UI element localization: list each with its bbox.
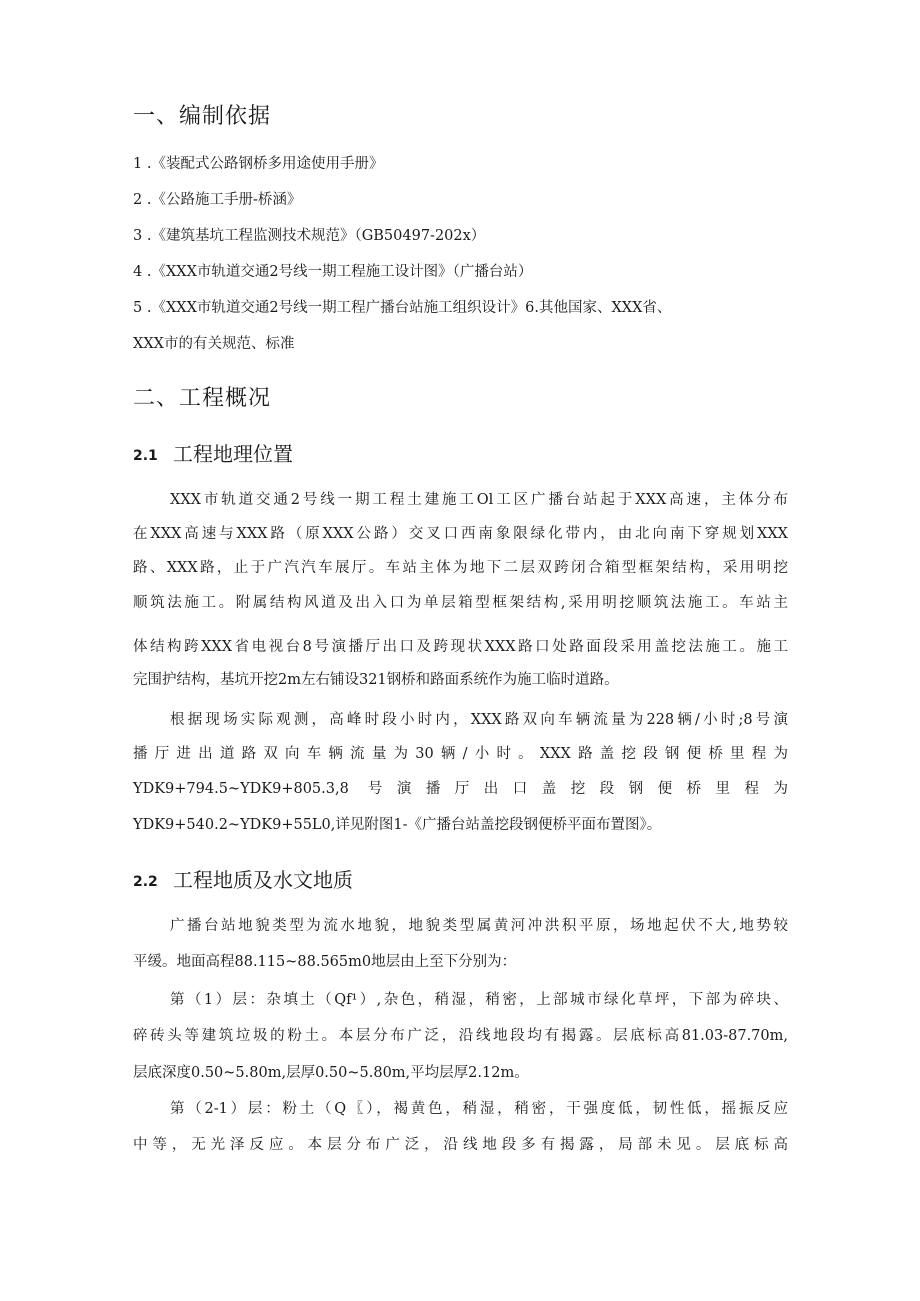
location-p1-line: XXX市轨道交通2号线一期工程土建施工Ol工区广播台站起于XXX高速，主体分布 xyxy=(170,492,788,508)
basis-item-1: 1 .《装配式公路钢桥多用途使用手册》 xyxy=(133,156,384,172)
location-p1-line: 路、XXX路，止于广汽汽车展厅。车站主体为地下二层双跨闭合箱型框架结构，采用明挖 xyxy=(133,560,788,576)
location-p2-line: YDK9+540.2~YDK9+55L0,详见附图1-《广播台站盖挖段钢便桥平面布置图》。 xyxy=(133,817,662,833)
location-p1-line: 顺筑法施工。附属结构风道及出入口为单层箱型框架结构,采用明挖顺筑法施工。车站主 xyxy=(133,595,788,611)
basis-item-5: 5 .《XXX市轨道交通2号线一期工程广播台站施工组织设计》6.其他国家、XXX省、 xyxy=(133,300,672,316)
geology-p3-line: 第（2-1）层：粉土（Q〖），褐黄色，稍湿，稍密，干强度低，韧性低，摇振反应 xyxy=(170,1101,788,1117)
geology-p1-line: 平缓。地面高程88.115~88.565m0地层由上至下分别为： xyxy=(133,954,517,970)
subsection-number: 2.1 xyxy=(133,448,158,464)
subsection-title: 工程地质及水文地质 xyxy=(173,868,353,892)
basis-item-5-cont: XXX市的有关规范、标准 xyxy=(133,336,295,352)
subsection-heading-location xyxy=(133,440,293,470)
location-p1-line: 体结构跨XXX省电视台8号演播厅出口及跨现状XXX路口处路面段采用盖挖法施工。施工 xyxy=(133,639,788,655)
location-p1-line: 完围护结构，基坑开挖2m左右铺设321钢桥和路面系统作为施工临时道路。 xyxy=(133,672,619,688)
geology-p2-line: 碎砖头等建筑垃圾的粉土。本层分布广泛，沿线地段均有揭露。层底标高81.03-87.70m, xyxy=(133,1028,788,1044)
basis-item-4: 4 .《XXX市轨道交通2号线一期工程施工设计图》（广播台站） xyxy=(133,264,533,280)
subsection-number: 2.2 xyxy=(133,874,158,890)
location-p2-line: 根据现场实际观测，高峰时段小时内，XXX路双向车辆流量为228辆/小时;8号演 xyxy=(170,712,788,728)
section-heading-basis: 一、编制依据 xyxy=(133,104,272,129)
subsection-heading-geology xyxy=(133,866,353,896)
location-p1-line: 在XXX高速与XXX路（原XXX公路）交叉口西南象限绿化带内，由北向南下穿规划XXX xyxy=(133,526,788,542)
basis-item-2: 2 .《公路施工手册-桥涵》 xyxy=(133,192,302,208)
geology-p1-line: 广播台站地貌类型为流水地貌，地貌类型属黄河冲洪积平原，场地起伏不大,地势较 xyxy=(170,918,788,934)
subsection-title: 工程地理位置 xyxy=(173,442,293,466)
location-p2-line: 播厅进出道路双向车辆流量为30辆/小时。XXX路盖挖段钢便桥里程为 xyxy=(133,746,788,762)
basis-item-3: 3 .《建筑基坑工程监测技术规范》（GB50497-202x） xyxy=(133,228,486,244)
location-p2-line: YDK9+794.5~YDK9+805.3,8 号演播厅出口盖挖段钢便桥里程为 xyxy=(133,781,788,797)
geology-p3-line: 中等，无光泽反应。本层分布广泛，沿线地段多有揭露，局部未见。层底标高 xyxy=(133,1137,788,1153)
geology-p2-line: 层底深度0.50~5.80m,层厚0.50~5.80m,平均层厚2.12m。 xyxy=(133,1065,529,1081)
section-heading-overview: 二、工程概况 xyxy=(133,386,272,411)
geology-p2-line: 第（1）层：杂填土（Qf¹）,杂色，稍湿，稍密，上部城市绿化草坪，下部为碎块、 xyxy=(170,992,788,1008)
